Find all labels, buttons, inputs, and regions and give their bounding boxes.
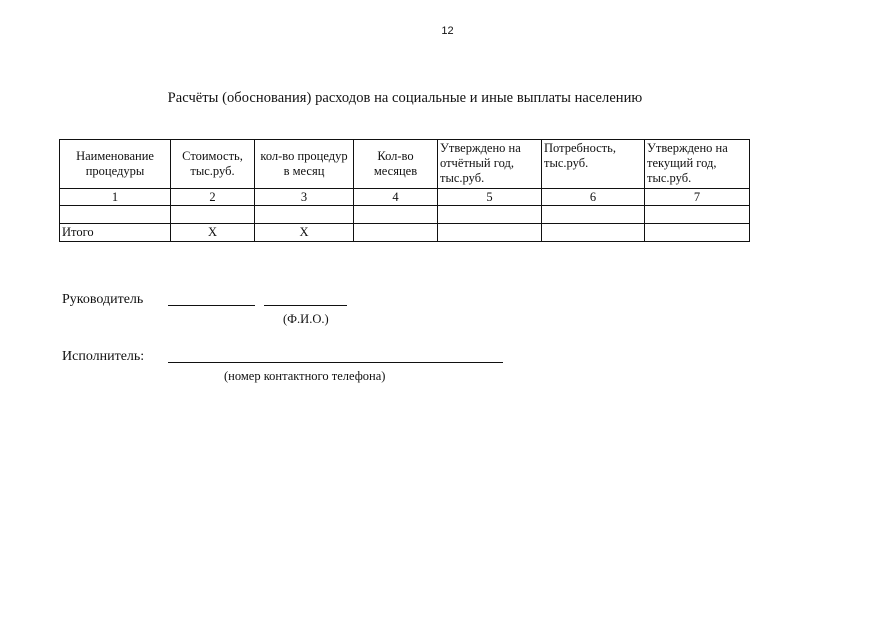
- calculation-table: [59, 139, 750, 242]
- head-signature-line: [168, 305, 255, 306]
- total-months-cell: [354, 224, 438, 242]
- column-number: 7: [645, 189, 750, 206]
- executor-label: Исполнитель:: [62, 349, 145, 364]
- table-row: [60, 206, 750, 224]
- header-procedure-name: Наименование процедуры: [60, 140, 171, 189]
- total-cost-cell: Х: [171, 224, 255, 242]
- table-cell: [542, 206, 645, 224]
- head-name-line: [264, 305, 347, 306]
- column-number: 3: [255, 189, 354, 206]
- header-months-count: Кол-во месяцев: [354, 140, 438, 189]
- column-number: 5: [438, 189, 542, 206]
- total-approved-current-cell: [645, 224, 750, 242]
- header-cost: Стоимость, тыс.руб.: [171, 140, 255, 189]
- head-label: Руководитель: [62, 292, 144, 307]
- table-cell: [438, 206, 542, 224]
- header-procedures-per-month: кол-во процедур в месяц: [255, 140, 354, 189]
- column-number: 4: [354, 189, 438, 206]
- page-number: 12: [441, 25, 454, 37]
- total-row: [60, 224, 750, 242]
- table-cell: [171, 206, 255, 224]
- total-procedures-cell: Х: [255, 224, 354, 242]
- table-header-row: [60, 140, 750, 189]
- header-approved-current-year: Утверждено на текущий год, тыс.руб.: [645, 140, 750, 189]
- table-cell: [60, 206, 171, 224]
- column-number-row: [60, 189, 750, 206]
- executor-phone-line: [168, 362, 503, 363]
- table-cell: [645, 206, 750, 224]
- total-approved-reporting-cell: [438, 224, 542, 242]
- column-number: 2: [171, 189, 255, 206]
- table-cell: [255, 206, 354, 224]
- head-name-hint: (Ф.И.О.): [283, 312, 329, 326]
- total-need-cell: [542, 224, 645, 242]
- column-number: 6: [542, 189, 645, 206]
- header-need: Потребность, тыс.руб.: [542, 140, 645, 189]
- column-number: 1: [60, 189, 171, 206]
- document-title: Расчёты (обоснования) расходов на социальные и иные выплаты населению: [167, 90, 643, 106]
- header-approved-reporting-year: Утверждено на отчётный год, тыс.руб.: [438, 140, 542, 189]
- executor-phone-hint: (номер контактного телефона): [224, 369, 386, 383]
- table-cell: [354, 206, 438, 224]
- total-label: Итого: [60, 224, 171, 242]
